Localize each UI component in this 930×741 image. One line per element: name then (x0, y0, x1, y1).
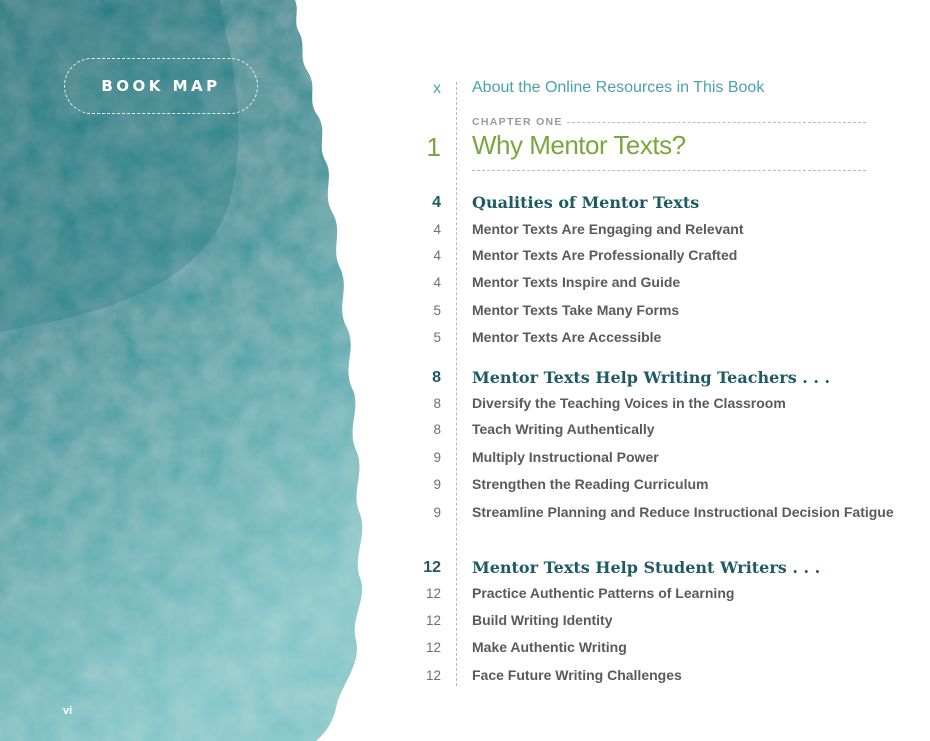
resources-page-number: x (433, 80, 441, 97)
item-page-number: 5 (433, 303, 441, 318)
book-map-badge: BOOK MAP (64, 58, 258, 114)
section-title[interactable]: Qualities of Mentor Texts (472, 193, 700, 212)
toc-item[interactable]: Multiply Instructional Power (472, 449, 659, 465)
item-page-number: 4 (433, 275, 441, 290)
item-page-number: 12 (425, 640, 441, 655)
chapter-title[interactable]: Why Mentor Texts? (472, 130, 686, 160)
item-page-number: 4 (433, 222, 441, 237)
toc-item[interactable]: Face Future Writing Challenges (472, 667, 682, 683)
item-page-number: 5 (433, 330, 441, 345)
item-page-number: 8 (433, 422, 441, 437)
resources-link[interactable]: About the Online Resources in This Book (472, 79, 765, 96)
item-page-number: 8 (433, 396, 441, 411)
toc-item[interactable]: Mentor Texts Are Engaging and Relevant (472, 221, 744, 237)
item-page-number: 9 (433, 450, 441, 465)
toc-item[interactable]: Teach Writing Authentically (472, 421, 655, 437)
section-page-number: 4 (432, 194, 441, 211)
item-page-number: 12 (425, 586, 441, 601)
toc-item[interactable]: Build Writing Identity (472, 612, 613, 628)
page-folio: vi (63, 705, 73, 717)
item-page-number: 9 (433, 505, 441, 520)
toc-item[interactable]: Diversify the Teaching Voices in the Classroom (472, 395, 786, 411)
section-title[interactable]: Mentor Texts Help Student Writers . . . (472, 558, 821, 577)
section-page-number: 8 (432, 369, 441, 386)
section-page-number: 12 (423, 559, 441, 576)
toc-item[interactable]: Make Authentic Writing (472, 639, 627, 655)
chapter-rule-bottom (472, 170, 866, 171)
toc-item[interactable]: Mentor Texts Are Professionally Crafted (472, 247, 738, 263)
chapter-page-number: 1 (426, 132, 441, 162)
chapter-label: CHAPTER ONE (472, 116, 567, 128)
toc-item[interactable]: Streamline Planning and Reduce Instructional Decision Fatigue (472, 504, 894, 520)
toc-vertical-rule (456, 82, 457, 686)
toc-item[interactable]: Mentor Texts Are Accessible (472, 329, 662, 345)
item-page-number: 9 (433, 477, 441, 492)
item-page-number: 12 (425, 613, 441, 628)
toc-item[interactable]: Mentor Texts Inspire and Guide (472, 274, 681, 290)
item-page-number: 4 (433, 248, 441, 263)
toc-item[interactable]: Practice Authentic Patterns of Learning (472, 585, 735, 601)
item-page-number: 12 (425, 668, 441, 683)
toc-item[interactable]: Mentor Texts Take Many Forms (472, 302, 680, 318)
section-title[interactable]: Mentor Texts Help Writing Teachers . . . (472, 368, 831, 387)
toc-item[interactable]: Strengthen the Reading Curriculum (472, 476, 709, 492)
